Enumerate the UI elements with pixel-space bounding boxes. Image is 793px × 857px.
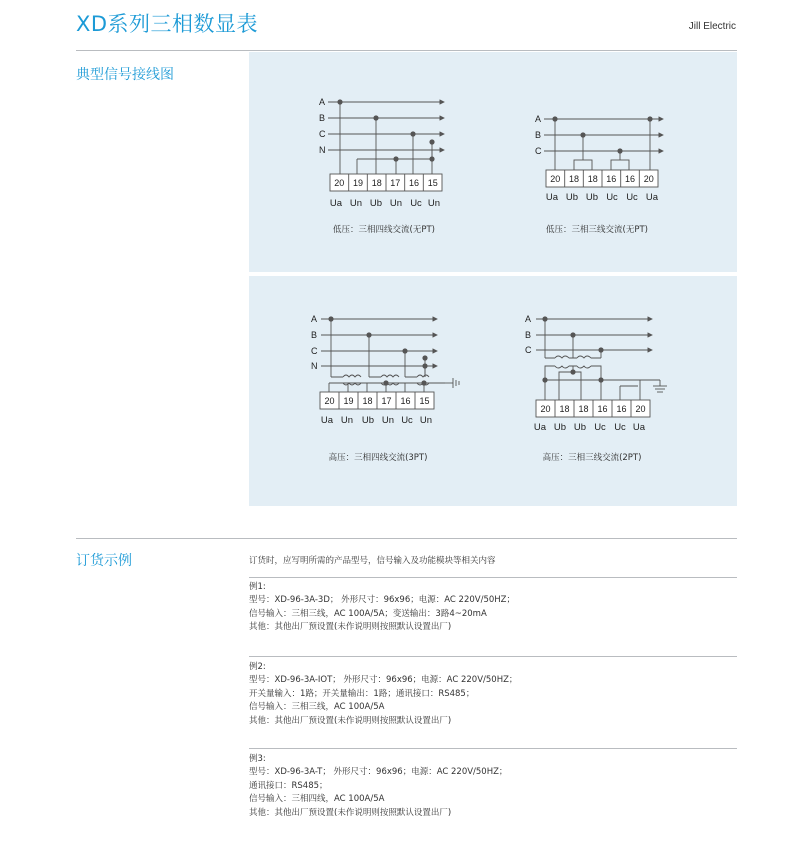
terminal-number: 16 (606, 174, 617, 184)
terminal-number: 18 (362, 396, 373, 406)
terminal-number: 17 (381, 396, 392, 406)
example-divider (249, 577, 737, 578)
terminal-number: 20 (540, 404, 551, 414)
wiring-diagram-2 (530, 108, 680, 240)
terminal-label: Ua (645, 192, 659, 203)
phase-label: A (525, 314, 532, 324)
phase-label: B (535, 130, 542, 140)
example-line: 信号输入：三相三线，AC 100A/5A (249, 702, 385, 713)
example-line: 其他：其他出厂预设置(未作说明则按照默认设置出厂) (249, 715, 452, 726)
terminal-number: 16 (400, 396, 411, 406)
example-line: 型号：XD-96-3A-3D； 外形尺寸：96x96；电源：AC 220V/50HZ； (249, 595, 515, 606)
example-line: 信号输入：三相三线，AC 100A/5A；变送输出：3路4~20mA (249, 608, 487, 619)
terminal-label: Uc (606, 192, 618, 203)
ordering-intro: 订货时，应写明所需的产品型号，信号输入及功能模块等相关内容 (249, 556, 496, 566)
example-line: 开关量输入：1路；开关量输出：1路；通讯接口：RS485； (249, 688, 475, 699)
terminal-label: Ua (632, 422, 646, 433)
order-example-3 (249, 753, 507, 820)
example-line: 通讯接口：RS485； (249, 780, 328, 791)
phase-label: A (319, 97, 326, 107)
terminal-label: Un (381, 415, 395, 426)
terminal-number: 18 (559, 404, 570, 414)
phase-label: C (525, 345, 532, 355)
terminal-number: 20 (334, 178, 345, 188)
terminal-label: Ua (545, 192, 559, 203)
phase-label: C (319, 129, 326, 139)
example-line: 例1: (249, 582, 266, 592)
terminal-label: Ub (585, 192, 599, 203)
example-line: 例3: (249, 754, 266, 764)
terminal-label: Ub (553, 422, 567, 433)
terminal-number: 16 (616, 404, 627, 414)
terminal-label: Ua (533, 422, 547, 433)
terminal-number: 19 (352, 178, 364, 188)
example-divider (249, 656, 737, 657)
terminal-number: 17 (390, 178, 401, 188)
example-line: 其他：其他出厂预设置(未作说明则按照默认设置出厂) (249, 807, 452, 818)
terminal-label: Ua (320, 415, 334, 426)
wiring-diagram-3 (305, 306, 475, 466)
example-line: 信号输入：三相四线，AC 100A/5A (249, 794, 385, 805)
phase-label: C (535, 146, 542, 156)
terminal-number: 20 (550, 174, 561, 184)
terminal-number: 18 (371, 178, 382, 188)
terminal-number: 18 (587, 174, 598, 184)
phase-label: B (319, 113, 326, 123)
wiring-diagram-1 (312, 90, 472, 240)
terminal-number: 16 (408, 178, 420, 188)
terminal-label: Ub (565, 192, 579, 203)
terminal-label: Uc (410, 198, 422, 209)
terminal-label: Ub (369, 198, 383, 209)
terminal-label: Un (349, 198, 363, 209)
phase-label: B (525, 330, 532, 340)
terminal-number: 16 (624, 174, 636, 184)
example-line: 其他：其他出厂预设置(未作说明则按照默认设置出厂) (249, 622, 452, 633)
section-title-wiring: 典型信号接线图 (76, 67, 174, 83)
terminal-label: Uc (614, 422, 626, 433)
terminal-label: Ub (573, 422, 587, 433)
page-title: XD系列三相数显表 (76, 12, 259, 36)
phase-label: B (311, 330, 318, 340)
terminal-number: 20 (635, 404, 646, 414)
terminal-number: 15 (427, 178, 438, 188)
order-example-1 (249, 581, 515, 635)
phase-label: A (535, 114, 542, 124)
terminal-label: Uc (626, 192, 638, 203)
divider-top (76, 50, 737, 51)
example-divider (249, 748, 737, 749)
phase-label: N (311, 361, 318, 371)
wiring-diagram-4 (520, 306, 680, 466)
order-example-2 (249, 661, 517, 728)
divider-ordering (76, 538, 737, 539)
terminal-number: 15 (419, 396, 430, 406)
terminal-label: Ub (361, 415, 375, 426)
terminal-number: 20 (643, 174, 654, 184)
example-line: 型号：XD-96-3A-T； 外形尺寸：96x96；电源：AC 220V/50HZ； (249, 767, 508, 778)
diagram-caption: 低压：三相三线交流(无PT) (546, 225, 648, 235)
terminal-label: Un (389, 198, 403, 209)
phase-label: N (319, 145, 326, 155)
phase-label: A (311, 314, 318, 324)
example-line: 型号：XD-96-3A-IOT； 外形尺寸：96x96；电源：AC 220V/50HZ； (249, 675, 518, 686)
terminal-number: 16 (597, 404, 608, 414)
phase-label: C (311, 346, 318, 356)
example-line: 例2: (249, 662, 266, 672)
terminal-label: Ua (329, 198, 343, 209)
terminal-label: Uc (594, 422, 606, 433)
terminal-label: Un (419, 415, 433, 426)
terminal-number: 19 (343, 396, 354, 406)
brand-name: Jill Electric (688, 21, 736, 32)
terminal-number: 20 (324, 396, 335, 406)
diagram-caption: 低压：三相四线交流(无PT) (333, 225, 435, 235)
section-title-ordering: 订货示例 (76, 553, 132, 569)
terminal-label: Un (427, 198, 441, 209)
diagram-caption: 高压：三相四线交流(3PT) (328, 453, 428, 463)
diagram-caption: 高压：三相三线交流(2PT) (542, 453, 642, 463)
terminal-label: Un (340, 415, 354, 426)
terminal-number: 18 (578, 404, 589, 414)
terminal-label: Uc (401, 415, 413, 426)
terminal-number: 18 (568, 174, 580, 184)
